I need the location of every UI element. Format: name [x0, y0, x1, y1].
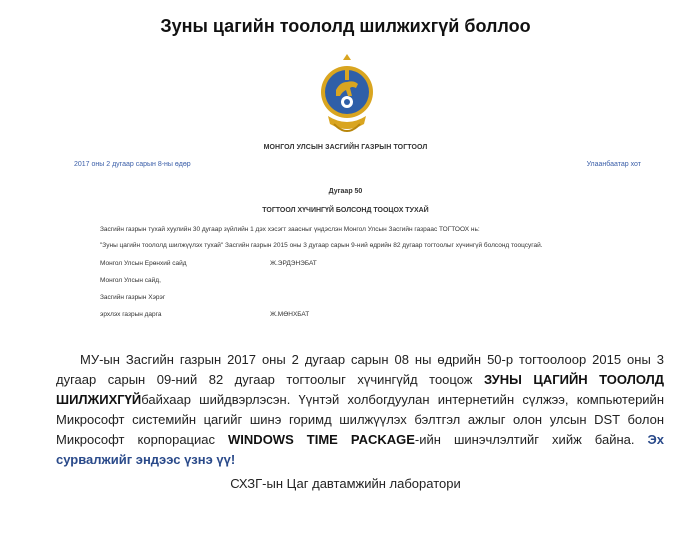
decree-subject: ТОГТООЛ ХҮЧИНГҮЙ БОЛСОНД ТООЦОХ ТУХАЙ: [262, 207, 429, 214]
signature-role-2a: Монгол Улсын сайд,: [100, 277, 161, 284]
decree-place: Улаанбаатар хот: [586, 161, 641, 168]
decree-line-2: "Зуны цагийн тоололд шилжүүлэх тухай" Засгийн газрын 2015 оны 3 дугаар сарын 9-ний өдрийн 82 дугаар тогтоолыг хүчингүй болсонд тооцсугай.: [100, 242, 543, 249]
decree-date: 2017 оны 2 дугаар сарын 8-ны өдөр: [74, 161, 191, 168]
signature-role-1: Монгол Улсын Ерөнхий сайд: [100, 260, 187, 267]
footer-signature: СХЗГ-ын Цаг давтамжийн лаборатори: [230, 476, 461, 491]
decree-heading: МОНГОЛ УЛСЫН ЗАСГИЙН ГАЗРЫН ТОГТООЛ: [263, 144, 428, 151]
source-link[interactable]: Эх сурвалжийг эндээс үзнэ үү!: [56, 432, 664, 467]
paragraph-bold-1: ЗУНЫ ЦАГИЙН ТООЛОЛД ШИЛЖИХГҮЙ: [56, 372, 664, 407]
signature-name-1: Ж.ЭРДЭНЭБАТ: [270, 260, 317, 267]
signature-name-2: Ж.МӨНХБАТ: [270, 311, 310, 318]
paragraph-text-1: МУ-ын Засгийн газрын 2017 оны 2 дугаар сарын 08 ны өдрийн 50-р тогтоолоор 2015 оны 3 дугаар сарын 09-ний 82 дугаар тогтоолыг хүчингүйд тооцож: [56, 352, 664, 387]
decree-number: Дугаар 50: [328, 188, 363, 195]
decree-line-1: Засгийн газрын тухай хуулийн 30 дугаар зүйлийн 1 дэх хэсэгт заасныг үндэслэн Монгол Улсын Засгийн газраас ТОГТООХ нь:: [100, 226, 480, 233]
page-title: Зуны цагийн тоололд шилжихгүй боллоо: [160, 16, 531, 36]
mongolia-state-emblem-icon: [320, 54, 374, 138]
article-paragraph: [56, 350, 664, 470]
paragraph-bold-2: WINDOWS TIME PACKAGE: [228, 432, 415, 447]
signature-role-2b: Засгийн газрын Хэрэг: [100, 294, 166, 301]
paragraph-text-2: байхаар шийдвэрлэсэн. Үүнтэй холбогдуулан интернетийн сүлжээ, компьютерийн Микрософт системийн цагийг шинэ горимд шилжүүлэх бэлтгэл ажлыг олон улсын DST болон Микрософт корпорациас: [56, 392, 664, 447]
signature-role-2c: эрхлэх газрын дарга: [100, 311, 162, 318]
paragraph-text-3: -ийн шинэчлэлтийг хийж байна.: [414, 432, 648, 447]
